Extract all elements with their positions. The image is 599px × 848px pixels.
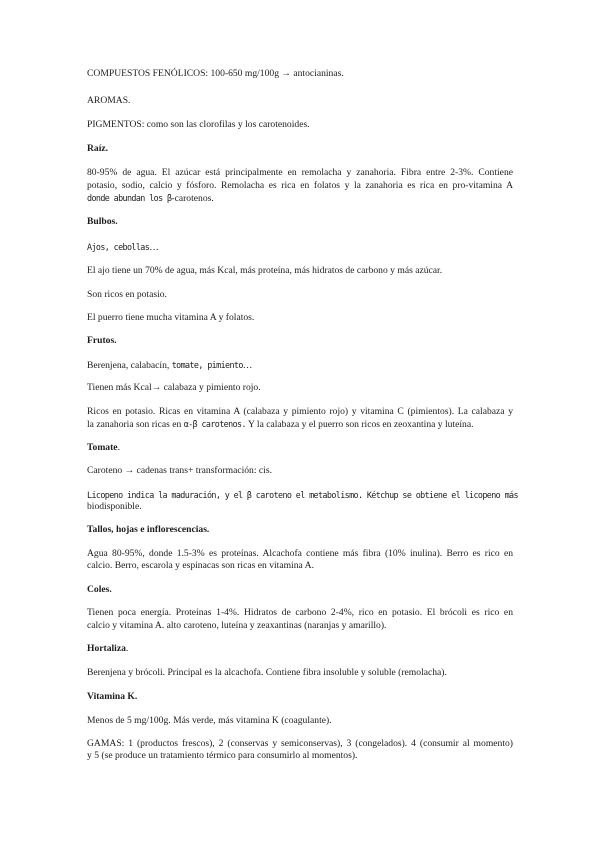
coles-heading: Coles.	[87, 584, 112, 595]
pigmentos-line: PIGMENTOS: como son las clorofilas y los carotenoides.	[87, 119, 310, 130]
biodisponible-line: biodisponible.	[87, 501, 142, 512]
gamas-line: GAMAS: 1 (productos frescos), 2 (conservas y semiconservas), 3 (congelados). 4 (consumir al momento)	[87, 738, 513, 749]
caroteno-line: Caroteno → cadenas trans+ transformación: cis.	[87, 465, 272, 476]
raiz-paragraph-line: 80-95% de agua. El azúcar está principalmente en remolacha y zanahoria. Fibra entre 2-3%. Contiene	[87, 167, 513, 178]
gamas-line: y 5 (se produce un tratamiento térmico para consumirlo al momentos).	[87, 750, 358, 761]
raiz-paragraph-line: potasio, sodio, calcio y fósforo. Remolacha es rica en folatos y la zanahoria es rica en pro-vitamina A	[87, 180, 513, 191]
hortaliza-heading: Hortaliza	[87, 643, 126, 654]
aromas-line: AROMAS.	[87, 95, 131, 106]
licopeno-line: Licopeno indica la maduración, y el β caroteno el metabolismo. Kétchup se obtiene el licopeno más	[87, 490, 518, 500]
donde-abundan-text: donde abundan los β	[87, 193, 172, 203]
tomate-heading: Tomate	[87, 442, 118, 453]
ajo-line: El ajo tiene un 70% de agua, más Kcal, más proteína, más hidratos de carbono y más azúcar.	[87, 265, 443, 276]
period-text: .	[117, 442, 120, 453]
ajos-cebollas-text: Ajos, cebollas	[87, 242, 150, 252]
tallos-paragraph-line: calcio. Berro, escarola y espinacas son ricas en vitamina A.	[87, 560, 314, 571]
puerro-line: El puerro tiene mucha vitamina A y folatos.	[87, 312, 255, 323]
ellipsis-text: …	[242, 360, 253, 371]
potasio-line: Son ricos en potasio.	[87, 289, 167, 300]
alfa-beta-carotenos-text: α-β carotenos.	[183, 419, 246, 429]
frutos-heading: Frutos.	[87, 335, 117, 346]
tomate-pimiento-text: tomate, pimiento	[171, 360, 243, 370]
ricos-potasio-line	[87, 418, 513, 431]
hortaliza-heading-line	[87, 643, 513, 655]
ajos-cebollas-line	[87, 241, 513, 254]
tallos-heading: Tallos, hojas e inflorescencias.	[87, 524, 210, 535]
compuestos-fenolicos-line: COMPUESTOS FENÓLICOS: 100-650 mg/100g → antocianinas.	[87, 68, 344, 79]
kcal-line: Tienen más Kcal→ calabaza y pimiento rojo.	[87, 382, 261, 393]
ellipsis-text: …	[149, 242, 159, 253]
zeoxantina-text: Y la calabaza y el puerro son ricos en zeoxantina y luteína.	[247, 419, 474, 430]
period-text: .	[125, 643, 129, 654]
berenjena-text: Berenjena, calabacín,	[87, 360, 170, 371]
frutos-list-line	[87, 359, 513, 372]
vitamina-k-heading: Vitamina K.	[87, 691, 138, 702]
raiz-heading: Raíz.	[87, 143, 109, 154]
vitamina-k-line: Menos de 5 mg/100g. Más verde, más vitamina K (coagulante).	[87, 715, 332, 726]
coles-paragraph-line: calcio y vitamina A. alto caroteno, luteína y zeaxantinas (naranjas y amarillo).	[87, 620, 387, 631]
tallos-paragraph-line: Agua 80-95%, donde 1.5-3% es proteínas. Alcachofa contiene más fibra (10% inulina). Berro es rico en	[87, 548, 513, 559]
bulbos-heading: Bulbos.	[87, 216, 118, 227]
carotenos-text: -carotenos.	[171, 193, 214, 204]
berenjena-brocoli-line: Berenjena y brócoli. Principal es la alcachofa. Contiene fibra insoluble y soluble (remolacha).	[87, 667, 447, 678]
coles-paragraph-line: Tienen poca energía. Proteínas 1-4%. Hidratos de carbono 2-4%, rico en potasio. El brócoli es rico en	[87, 607, 513, 618]
zanahoria-text: la zanahoria son ricas en	[87, 419, 182, 430]
tomate-heading-line	[87, 442, 513, 454]
raiz-paragraph-line	[87, 192, 513, 205]
ricos-potasio-line: Ricos en potasio. Ricas en vitamina A (calabaza y pimiento rojo) y vitamina C (pimientos). La calabaza y	[87, 406, 513, 417]
